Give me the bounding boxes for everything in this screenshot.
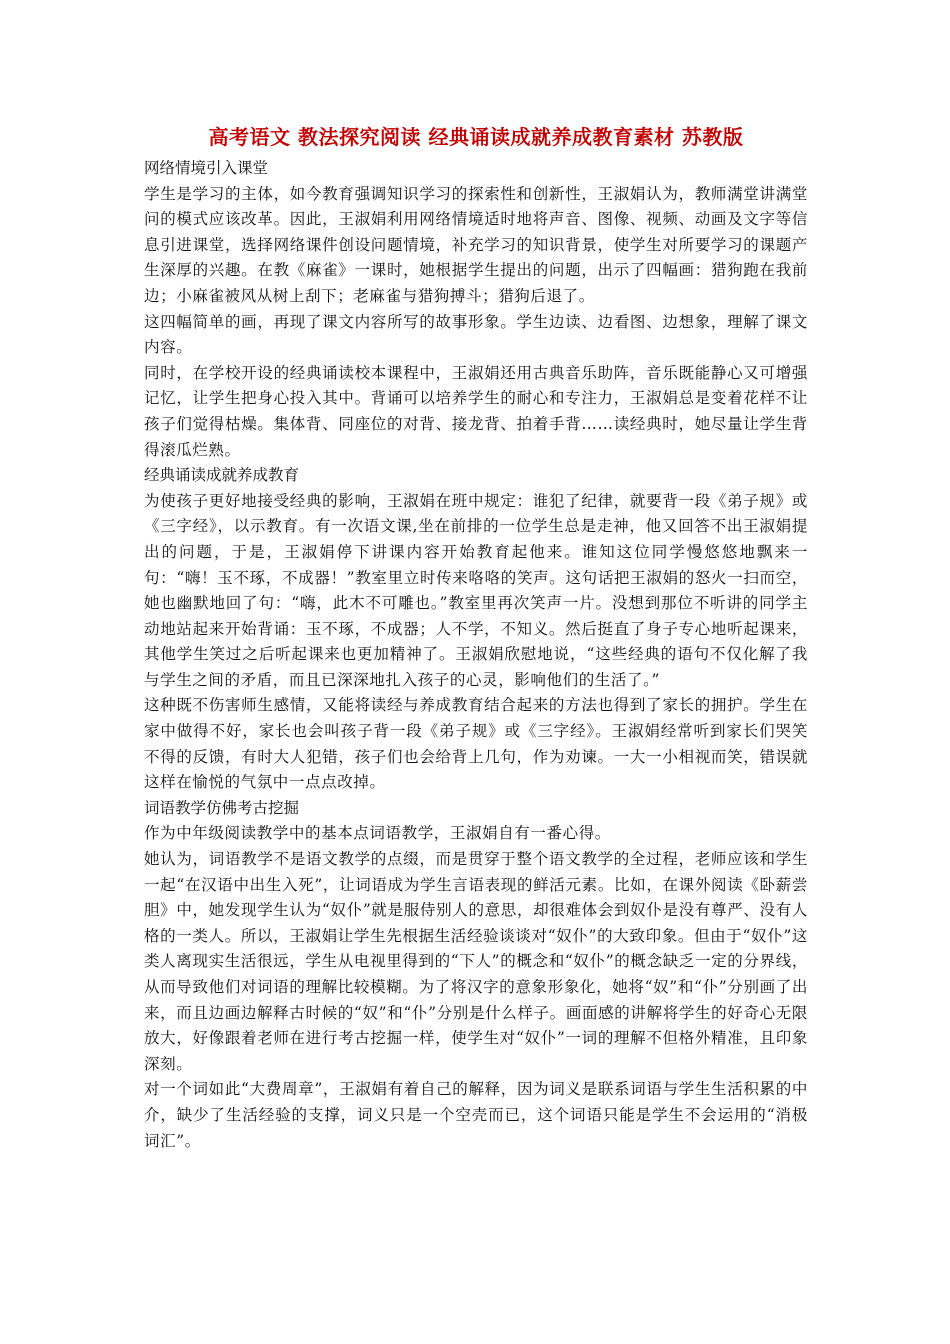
section-heading-classics: 经典诵读成就养成教育 (144, 466, 300, 485)
paragraph: 为使孩子更好地接受经典的影响，王淑娟在班中规定：谁犯了纪律，就要背一段《弟子规》或《三字经》，以示教育。有一次语文课,坐在前排的一位学生总是走神，他又回答不出王淑娟提出的问题，于是，王淑娟停下讲课内容开始教育起他来。谁知这位同学慢悠悠地飘来一句：“嗨！玉不琢，不成器！”教室里立时传来咯咯的笑声。这句话把王淑娟的怒火一扫而空，她也幽默地回了句：“嗨，此木不可雕也。”教室里再次笑声一片。没想到那位不听讲的同学主动地站起来开始背诵：玉不琢，不成器；人不学，不知义。然后挺直了身子专心地听起课来，其他学生笑过之后听起课来也更加精神了。王淑娟欣慰地说，“这些经典的语句不仅化解了我与学生之间的矛盾，而且已深深地扎入孩子的心灵，影响他们的生活了。” (144, 491, 808, 689)
paragraph: 同时，在学校开设的经典诵读校本课程中，王淑娟还用古典音乐助阵，音乐既能静心又可增强记忆，让学生把身心投入其中。背诵可以培养学生的耐心和专注力，王淑娟总是变着花样不让孩子们觉得枯燥。集体背、同座位的对背、接龙背、拍着手背……读经典时，她尽量让学生背得滚瓜烂熟。 (144, 363, 808, 459)
paragraph: 学生是学习的主体，如今教育强调知识学习的探索性和创新性，王淑娟认为，教师满堂讲满堂问的模式应该改革。因此，王淑娟利用网络情境适时地将声音、图像、视频、动画及文字等信息引进课堂，选择网络课件创设问题情境，补充学习的知识背景，使学生对所要学习的课题产生深厚的兴趣。在教《麻雀》一课时，她根据学生提出的问题，出示了四幅画：猎狗跑在我前边；小麻雀被风从树上刮下；老麻雀与猎狗搏斗；猎狗后退了。 (144, 184, 808, 305)
paragraph: 对一个词如此“大费周章”，王淑娟有着自己的解释，因为词义是联系词语与学生生活积累的中介，缺少了生活经验的支撑，词义只是一个空壳而已，这个词语只能是学生不会运用的“消极词汇”。 (144, 1080, 808, 1150)
document-title: 高考语文 教法探究阅读 经典诵读成就养成教育素材 苏教版 (208, 125, 744, 149)
paragraph: 这种既不伤害师生感情，又能将读经与养成教育结合起来的方法也得到了家长的拥护。学生在家中做得不好，家长也会叫孩子背一段《弟子规》或《三字经》。王淑娟经常听到家长们哭笑不得的反馈，有时大人犯错，孩子们也会给背上几句，作为劝谏。一大一小相视而笑，错误就这样在愉悦的气氛中一点点改掉。 (144, 696, 808, 792)
document-page (144, 118, 808, 1154)
section-heading-vocabulary: 词语教学仿佛考古挖掘 (144, 798, 300, 817)
section-heading-network: 网络情境引入课堂 (144, 159, 269, 177)
paragraph: 作为中年级阅读教学中的基本点词语教学，王淑娟自有一番心得。 (144, 824, 611, 843)
paragraph: 这四幅简单的画，再现了课文内容所写的故事形象。学生边读、边看图、边想象，理解了课文内容。 (144, 312, 808, 357)
paragraph: 她认为，词语教学不是语文教学的点缀，而是贯穿于整个语文教学的全过程，老师应该和学生一起“在汉语中出生入死”，让词语成为学生言语表现的鲜活元素。比如，在课外阅读《卧薪尝胆》中，她发现学生认为“奴仆”就是服侍别人的意思，却很难体会到奴仆是没有尊严、没有人格的一类人。所以，王淑娟让学生先根据生活经验谈谈对“奴仆”的大致印象。但由于“奴仆”这类人离现实生活很远，学生从电视里得到的“下人”的概念和“奴仆”的概念缺乏一定的分界线，从而导致他们对词语的理解比较模糊。为了将汉字的意象形象化，她将“奴”和“仆”分别画了出来，而且边画边解释古时候的“奴”和“仆”分别是什么样子。画面感的讲解将学生的好奇心无限放大，好像跟着老师在进行考古挖掘一样，使学生对“奴仆”一词的理解不但格外精准，且印象深刻。 (144, 850, 808, 1073)
